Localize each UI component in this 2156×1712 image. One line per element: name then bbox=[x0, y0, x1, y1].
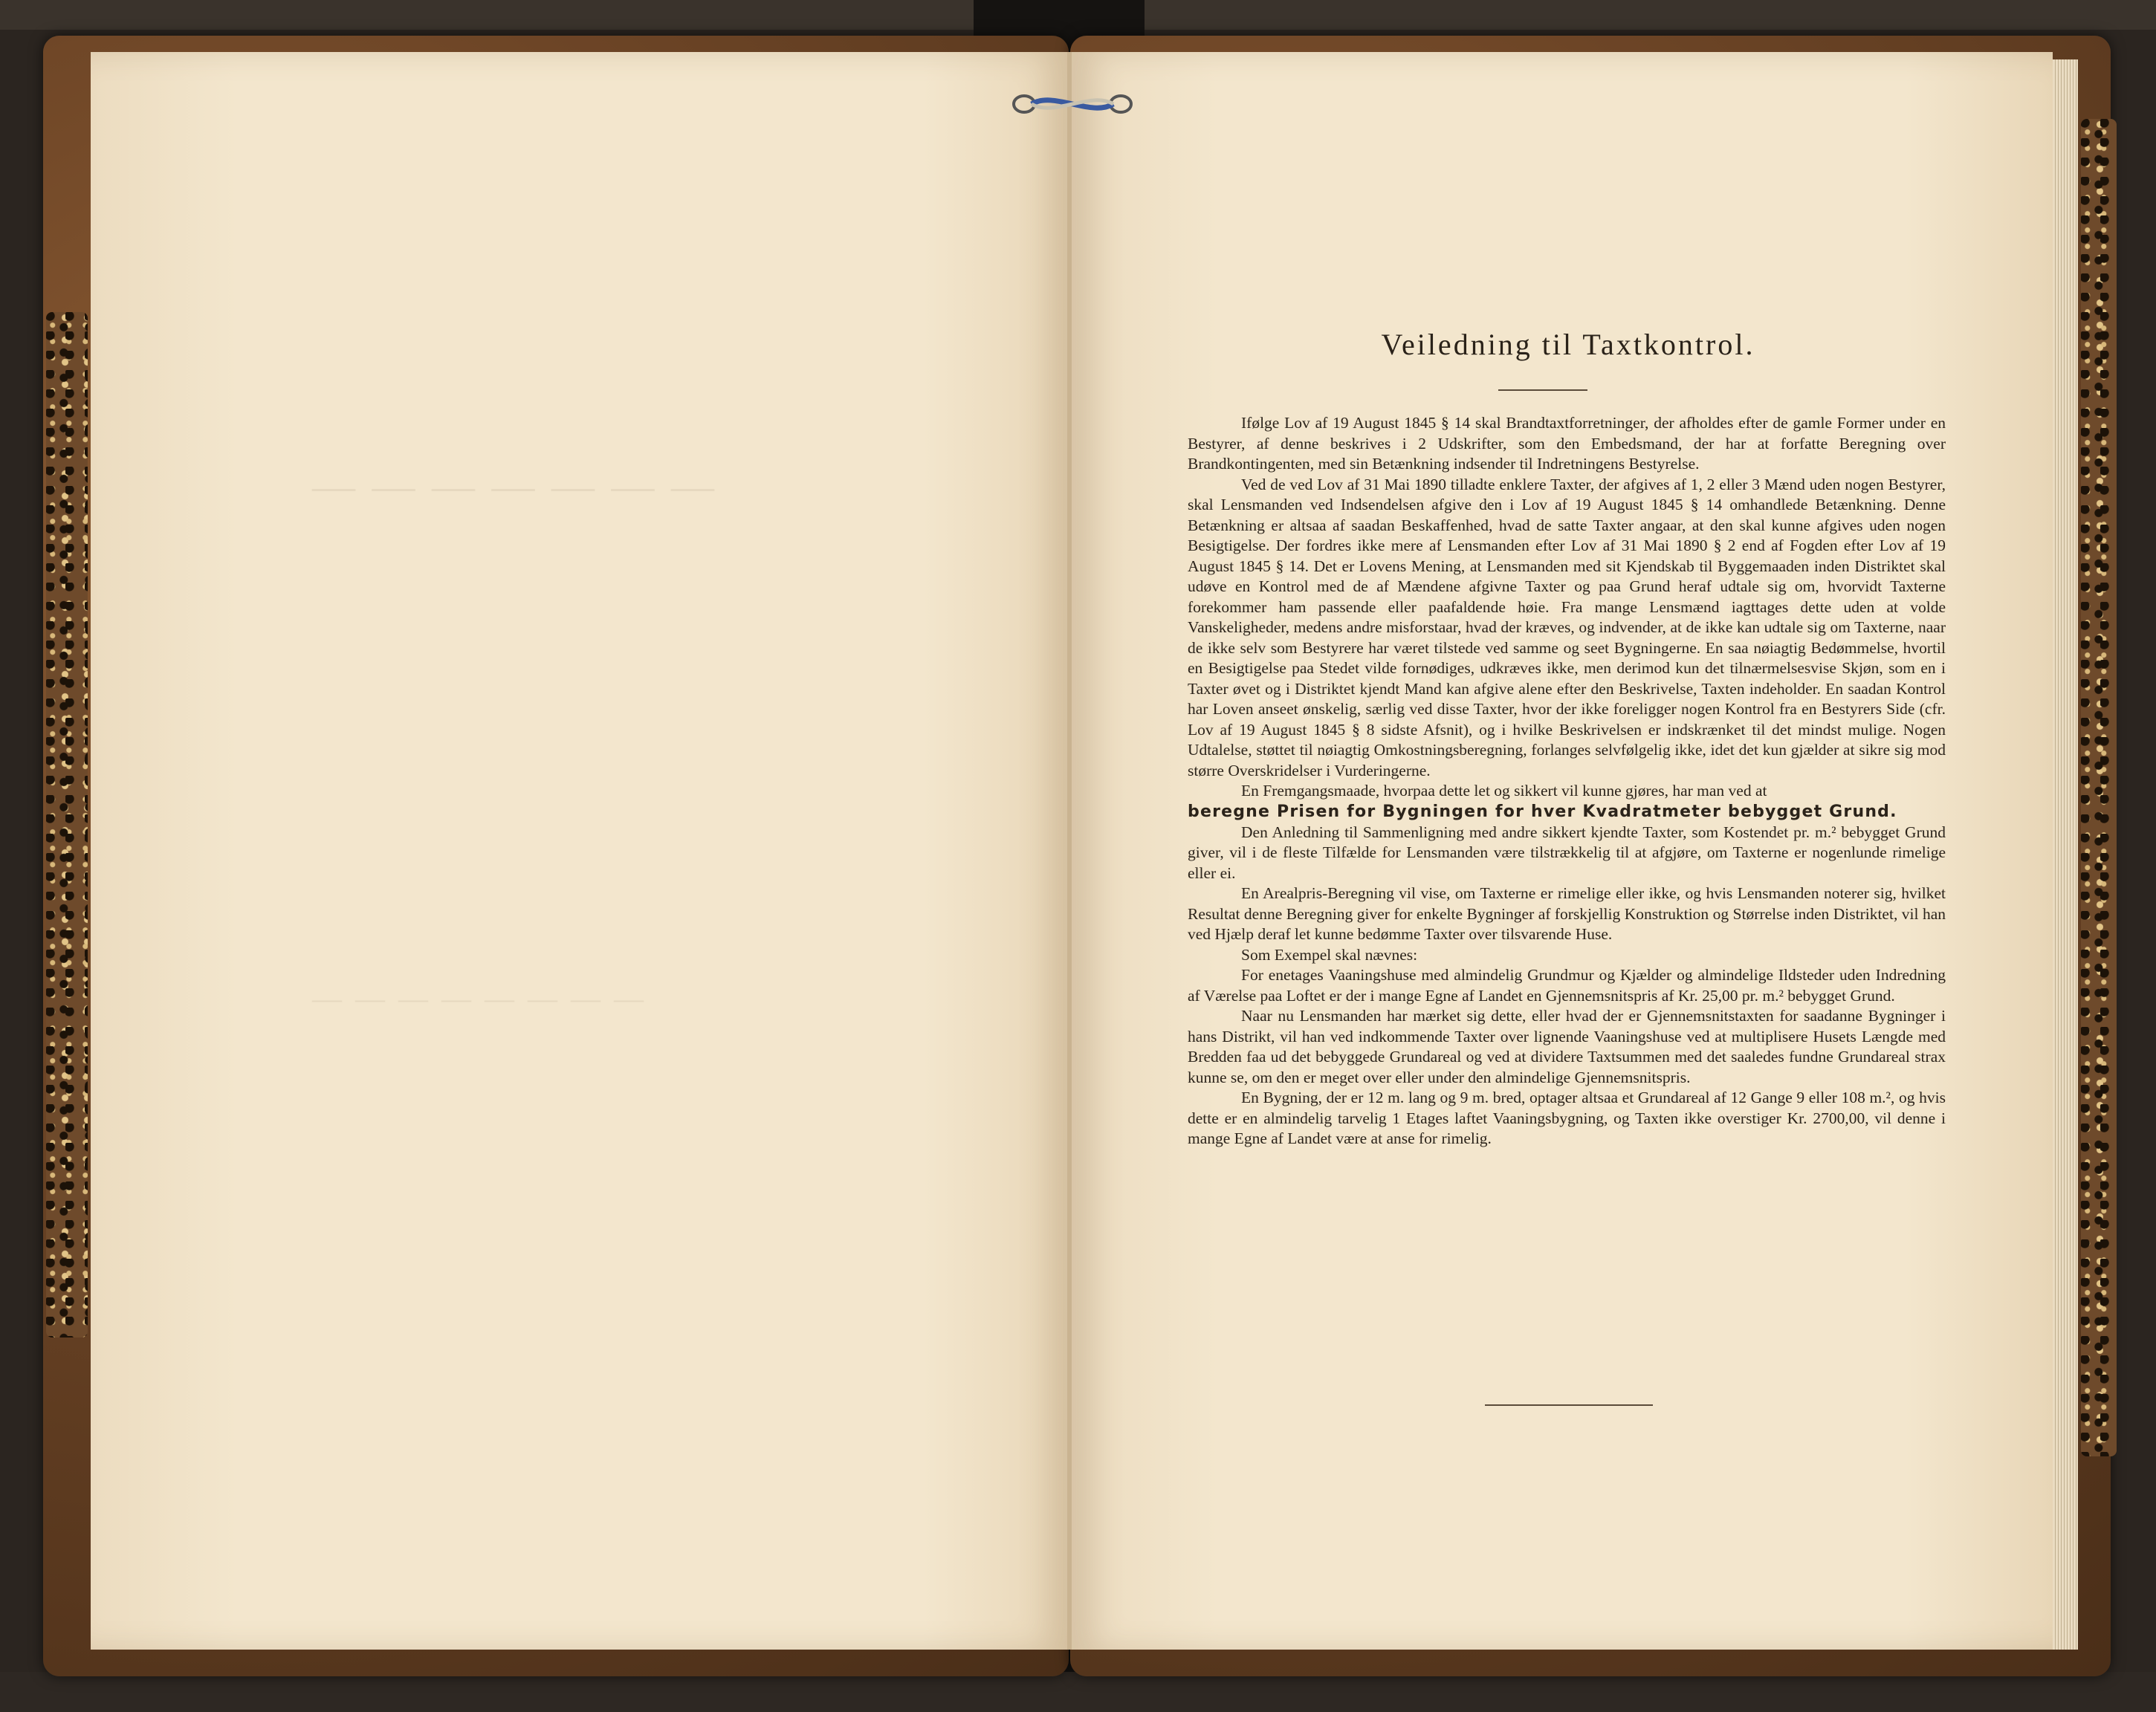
paragraph: Ved de ved Lov af 31 Mai 1890 tilladte enklere Taxter, der afgives af 1, 2 eller 3 Mænd uden nogen Bestyrer, skal Lensmanden ved Indsendelsen afgive den i Lov af 19 August 1845 § 14 omhandlede Betænkning. Denne Betænkning er altsaa af saadan Beskaffenhed, hvad de satte Taxter angaar, at den skal kunne afgives uden nogen Besigtigelse. Der fordres ikke mere af Lensmanden efter Lov af 31 Mai 1890 § 2 end af Fogden efter Lov af 19 August 1845 § 14. Det er Lovens Mening, at Lensmanden med sit Kjendskab til Byggemaaden inden Distriktet skal udøve en Kontrol med de af Mændene afgivne Taxter og paa Grund heraf udtale sig om, hvorvidt Taxterne forekommer ham passende eller paafaldende høie. Fra mange Lensmænd iagttages dette uden at volde Vanskeligheder, medens andre misforstaar, hvad der kræves, og indvender, at de ikke kan udtale sig om Taxterne, naar de ikke selv som Bestyrere har været tilstede ved samme og seet Bygningerne. En saa nøiagtig Bedømmelse, hvortil en Besigtigelse paa Stedet vilde fornødiges, udkræves ikke, men derimod kun det tilnærmelsesvise Skjøn, som en i Taxter øvet og i Distriktet kjendt Mand kan afgive alene efter den Beskrivelse, Taxten indeholder. En saadan Kontrol har Loven anseet ønskelig, særlig ved disse Taxter, hvor der ikke foreligger nogen Kontrol fra en Bestyrers Side (cfr. Lov af 19 August 1845 § 8 sidste Afsnit), og i hvilke Beskrivelsen er indskrænket til det mindst mulige. Nogen Udtalelse, støttet til nøiagtig Omkostningsberegning, forlanges selvfølgelig ikke, idet det kun gjælder at sikre sig mod større Overskridelser i Vurderingerne. bbox=[1188, 475, 1946, 779]
scan-background-bottom bbox=[0, 1672, 2156, 1712]
end-rule bbox=[1485, 1404, 1653, 1406]
paragraph: For enetages Vaaningshuse med almindelig Grundmur og Kjælder og almindelige Ildsteder uden Indredning af Værelse paa Loftet er der i mange Egne af Landet en Gjennemsnitspris af Kr. 25,00 pr. m.² bebygget Grund. bbox=[1188, 966, 1946, 1005]
paragraph: Som Exempel skal nævnes: bbox=[1241, 945, 1418, 964]
page-stack-edge bbox=[2053, 59, 2078, 1650]
bold-phrase: beregne Prisen for Bygningen for hver Kvadratmeter bebygget Grund. bbox=[1188, 802, 1897, 821]
document-title: Veiledning til Taxtkontrol. bbox=[1381, 328, 1755, 361]
paragraph: En Fremgangsmaade, hvorpaa dette let og sikkert vil kunne gjøres, har man ved at bbox=[1241, 782, 1767, 800]
paragraph: En Arealpris-Beregning vil vise, om Taxterne er rimelige eller ikke, og hvis Lensmanden noterer sig, hvilket Resultat denne Beregning giver for enkelte Bygninger af forskjellig Konstruktion og Størrelse inden Distriktet, vil han ved Hjælp deraf let kunne bedømme Taxter over tilsvarende Huse. bbox=[1188, 884, 1946, 943]
paragraph: En Bygning, der er 12 m. lang og 9 m. bred, optager altsaa et Grundareal af 12 Gange 9 eller 108 m.², og hvis dette er en almindelig tarvelig 1 Etages laftet Vaaningsbygning, og Taxten ikke overstiger Kr. 2700,00, vil denne i mange Egne af Landet være at anse for rimelig. bbox=[1188, 1089, 1946, 1147]
bleed-through-text: — — — — — — — bbox=[312, 461, 717, 510]
title-rule bbox=[1498, 389, 1587, 391]
bleed-through-text: — — — — — — — — bbox=[312, 982, 647, 1015]
document-body bbox=[1188, 413, 1946, 1150]
paragraph: Den Anledning til Sammenligning med andre sikkert kjendte Taxter, som Kostendet pr. m.² bebygget Grund giver, vil i de fleste Tilfælde for Lensmanden være tilstrækkelig til at afgjøre, om Taxterne er nogenlunde rimelige eller ei. bbox=[1188, 823, 1946, 882]
paragraph: Ifølge Lov af 19 August 1845 § 14 skal Brandtaxtforretninger, der afholdes efter de gamle Former under en Bestyrer, af denne beskrives i 2 Udskrifter, som den Embedsmand, der har at forfatte Beregning over Brandkontingenten, med sin Betænkning indsender til Indretningens Bestyrelse. bbox=[1188, 414, 1946, 473]
marbled-edge-left bbox=[46, 312, 88, 1338]
paragraph: Naar nu Lensmanden har mærket sig dette, eller hvad der er Gjennemsnitstaxten for saadanne Bygninger i hans Distrikt, vil han ved indkommende Taxter over lignende Vaaningshuse ved at multiplisere Husets Længde med Bredden faa ud det bebyggede Grundareal og ved at dividere Taxtsummen med det saaledes fundne Grundareal strax kunne se, om den er meget over eller under den almindelige Gjennemsnitspris. bbox=[1188, 1007, 1946, 1086]
binding-thread-icon bbox=[1009, 88, 1136, 120]
left-page bbox=[91, 52, 1070, 1650]
marbled-edge-right bbox=[2081, 119, 2117, 1456]
